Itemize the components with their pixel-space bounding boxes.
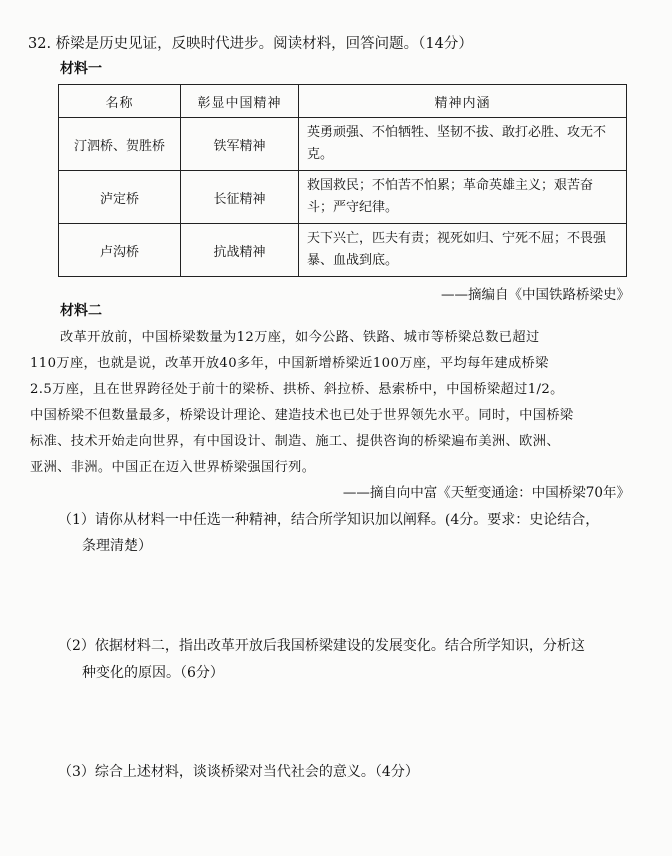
spirit-name: 铁军精神	[181, 118, 299, 171]
bridge-name: 汀泗桥、贺胜桥	[59, 118, 181, 171]
spirit-content: 英勇顽强、不怕牺牲、坚韧不拔、敢打必胜、攻无不克。	[299, 118, 627, 171]
table-header-row	[59, 85, 627, 118]
subquestion-1-cont: 条理清楚）	[82, 538, 152, 554]
subquestion-2-cont: 种变化的原因。（6分）	[82, 665, 224, 681]
spirit-name: 长征精神	[181, 171, 299, 224]
subquestion-2: （2）依据材料二，指出改革开放后我国桥梁建设的发展变化。结合所学知识，分析这	[58, 638, 585, 654]
material2-label: 材料二	[60, 303, 102, 319]
spirit-content: 天下兴亡，匹夫有责；视死如归、宁死不屈；不畏强暴、血战到底。	[299, 224, 627, 277]
material1-source: ——摘编自《中国铁路桥梁史》	[441, 287, 630, 303]
paragraph-line: 改革开放前，中国桥梁数量为12万座，如今公路、铁路、城市等桥梁总数已超过	[60, 330, 540, 345]
subquestion-1: （1）请你从材料一中任选一种精神，结合所学知识加以阐释。(4分。要求：史论结合，	[58, 512, 600, 528]
question-title: 32. 桥梁是历史见证，反映时代进步。阅读材料，回答问题。（14分）	[28, 36, 473, 52]
paragraph-line: 标准、技术开始走向世界，有中国设计、制造、施工、提供咨询的桥梁遍布美洲、欧洲、	[30, 434, 560, 449]
paragraph-line: 110万座，也就是说，改革开放40多年，中国新增桥梁近100万座，平均每年建成桥梁	[30, 356, 549, 371]
material2-source: ——摘自向中富《天堑变通途：中国桥梁70年》	[342, 485, 630, 501]
spirit-name: 抗战精神	[181, 224, 299, 277]
material1-label: 材料一	[60, 61, 102, 77]
paragraph-line: 中国桥梁不但数量最多，桥梁设计理论、建造技术也已处于世界领先水平。同时，中国桥梁	[30, 408, 574, 423]
paragraph-line: 2.5万座，且在世界跨径处于前十的梁桥、拱桥、斜拉桥、悬索桥中，中国桥梁超过1/2。	[30, 382, 564, 397]
table-header-spirit: 彰显中国精神	[181, 85, 299, 118]
table-header-name: 名称	[59, 85, 181, 118]
paragraph-line: 亚洲、非洲。中国正在迈入世界桥梁强国行列。	[30, 460, 316, 475]
bridge-name: 卢沟桥	[59, 224, 181, 277]
spirit-content: 救国救民；不怕苦不怕累；革命英雄主义；艰苦奋斗；严守纪律。	[299, 171, 627, 224]
table-row	[59, 224, 627, 277]
table-header-content: 精神内涵	[299, 85, 627, 118]
spirit-table	[58, 84, 627, 277]
bridge-name: 泸定桥	[59, 171, 181, 224]
table-row	[59, 118, 627, 171]
table-row	[59, 171, 627, 224]
subquestion-3: （3）综合上述材料，谈谈桥梁对当代社会的意义。（4分）	[58, 764, 419, 780]
